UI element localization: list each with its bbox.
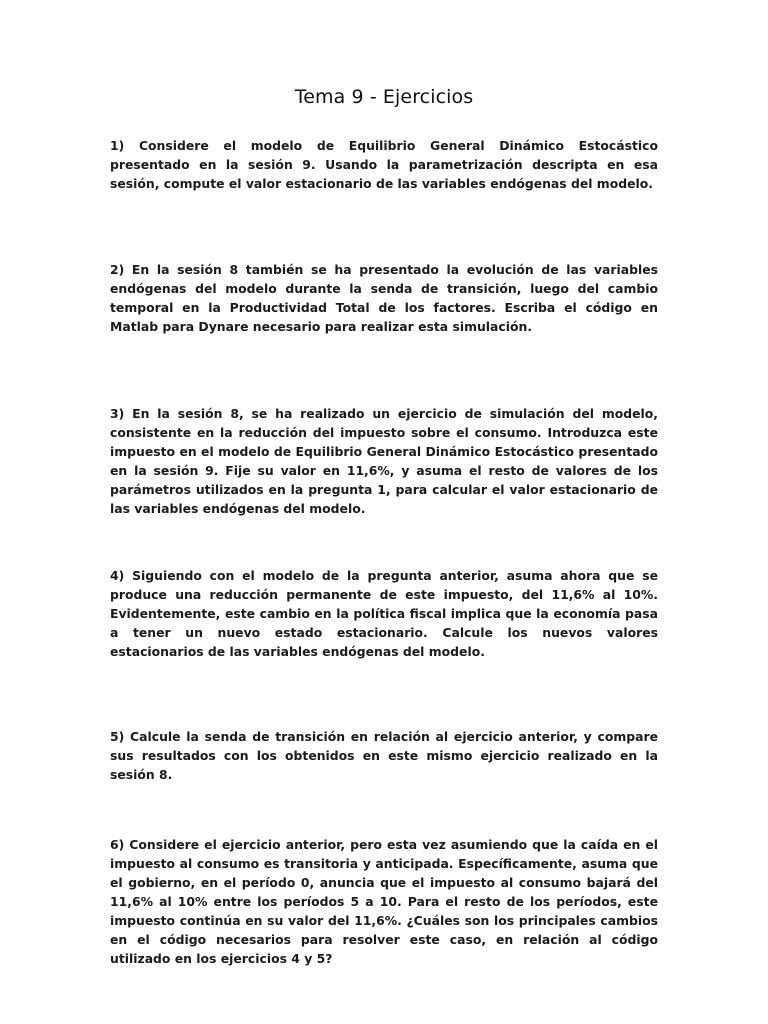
exercise-5: 5) Calcule la senda de transición en relación al ejercicio anterior, y compare sus resultados con los obtenidos en este mismo ejercicio realizado en la sesión 8.	[110, 729, 658, 783]
exercise-4: 4) Siguiendo con el modelo de la pregunta anterior, asuma ahora que se produce una reducción permanente de este impuesto, del 11,6% al 10%. Evidentemente, este cambio en la política fiscal implica que la economía pasa a tener un nuevo estado estacionario. Calcule los nuevos valores estacionarios de las variables endógenas del modelo.	[110, 568, 658, 660]
page-title: Tema 9 - Ejercicios	[294, 86, 474, 108]
exercise-1: 1) Considere el modelo de Equilibrio General Dinámico Estocástico presentado en la sesión 9. Usando la parametrización descripta en esa sesión, compute el valor estacionario de las variables endógenas del modelo.	[110, 138, 658, 192]
exercise-6: 6) Considere el ejercicio anterior, pero esta vez asumiendo que la caída en el impuesto al consumo es transitoria y anticipada. Específicamente, asuma que el gobierno, en el período 0, anuncia que el impuesto al consumo bajará del 11,6% al 10% entre los períodos 5 a 10. Para el resto de los períodos, este impuesto continúa en su valor del 11,6%. ¿Cuáles son los principales cambios en el código necesarios para resolver este caso, en relación al código utilizado en los ejercicios 4 y 5?	[110, 837, 658, 967]
exercise-2: 2) En la sesión 8 también se ha presentado la evolución de las variables endógenas del modelo durante la senda de transición, luego del cambio temporal en la Productividad Total de los factores. Escriba el código en Matlab para Dynare necesario para realizar esta simulación.	[110, 262, 658, 335]
exercise-3: 3) En la sesión 8, se ha realizado un ejercicio de simulación del modelo, consistente en la reducción del impuesto sobre el consumo. Introduzca este impuesto en el modelo de Equilibrio General Dinámico Estocástico presentado en la sesión 9. Fije su valor en 11,6%, y asuma el resto de valores de los parámetros utilizados en la pregunta 1, para calcular el valor estacionario de las variables endógenas del modelo.	[110, 406, 658, 517]
